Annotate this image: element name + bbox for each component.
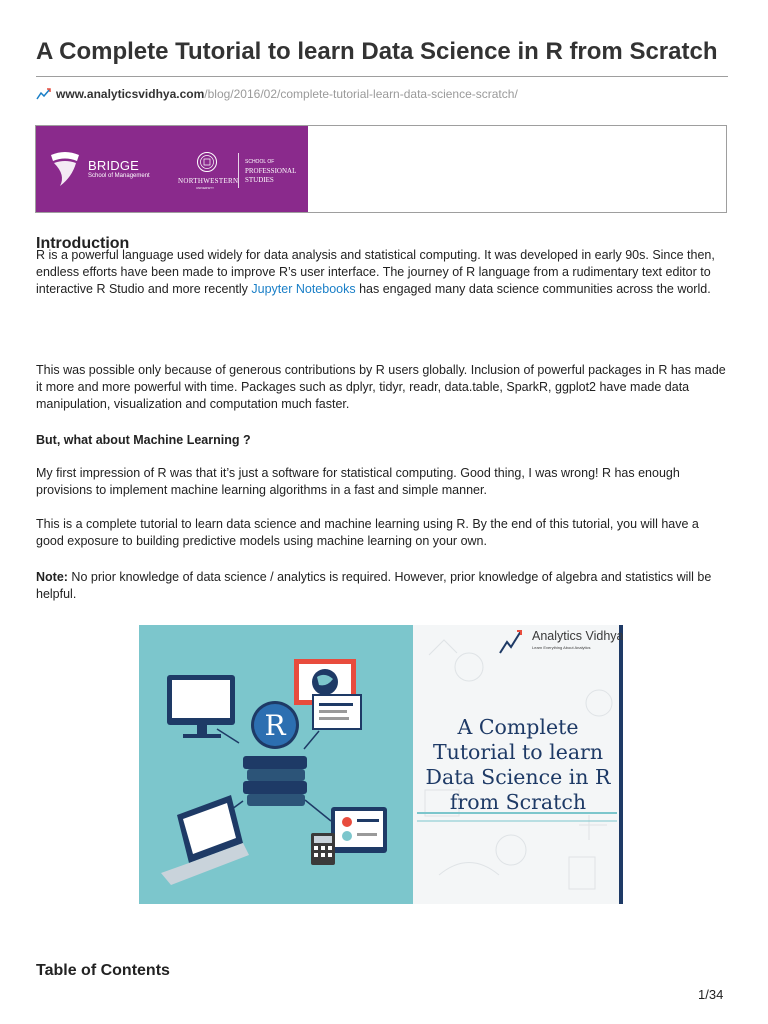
school-line-1: SCHOOL OF (245, 159, 275, 165)
intro-p1-text-b: has engaged many data science communities across the world. (355, 282, 711, 296)
note-text: No prior knowledge of data science / analytics is required. However, prior knowledge of algebra and statistics will be helpful. (36, 570, 712, 601)
intro-paragraph-4: My first impression of R was that it’s just a software for statistical computing. Good thing, I was wrong! R has enough provisions to implement machine learning algorithms in a fast and simple manner. (36, 466, 680, 497)
hero-brand-tagline: Learn Everything About Analytics (532, 645, 591, 650)
hero-brand-name: Analytics Vidhya (532, 629, 623, 643)
bridge-wordmark: BRIDGE (88, 158, 140, 173)
machine-learning-question: But, what about Machine Learning ? (36, 433, 251, 447)
tutorial-hero-image (139, 625, 623, 904)
banner-logo-panel (36, 126, 308, 212)
school-line-2: PROFESSIONAL (245, 167, 297, 175)
banner-divider (238, 153, 239, 188)
calculator-illustration (311, 833, 335, 865)
advertisement-banner[interactable] (35, 125, 727, 213)
intro-paragraph-2: This was possible only because of generous contributions by R users globally. Inclusion of powerful packages in R has made it more and more powerful with time. Packages such as dplyr, tidyr, readr, data.table, SparkR, ggplot2 have made data manipulation, visualization and computation much faster. (36, 363, 726, 411)
university-label: UNIVERSITY (196, 186, 215, 190)
analytics-vidhya-logo-icon (36, 87, 52, 101)
hero-title-line-1: A Complete (457, 715, 579, 739)
jupyter-notebooks-link[interactable]: Jupyter Notebooks (251, 282, 356, 296)
university-seal-icon (196, 151, 218, 173)
document-card-illustration (313, 695, 361, 729)
source-path[interactable]: /blog/2016/02/complete-tutorial-learn-data-science-scratch/ (204, 87, 518, 101)
title-divider (36, 76, 728, 77)
school-line-3: STUDIES (245, 176, 274, 184)
r-letter: R (264, 709, 286, 742)
hero-title-line-2: Tutorial to learn (432, 740, 604, 764)
dashboard-illustration (331, 807, 387, 853)
note-paragraph (36, 569, 728, 603)
note-label: Note: (36, 570, 68, 584)
intro-p1-text-a: R is a powerful language used widely for data analysis and statistical computing. It was developed in early 90s. Since then, endless efforts have been made to improve R’s user interface. The journey of R language from a rudimentary text editor to interactive R Studio and more recently (36, 248, 715, 296)
r-logo-illustration (251, 701, 299, 749)
hero-title-line-4: from Scratch (449, 790, 587, 814)
introduction-heading: Introduction (36, 235, 130, 252)
table-of-contents-heading: Table of Contents (36, 962, 170, 979)
bridge-subtitle: School of Management (88, 173, 150, 179)
intro-paragraph-5: This is a complete tutorial to learn data science and machine learning using R. By the end of this tutorial, you will have a good exposure to building predictive models using machine learning on your own. (36, 517, 699, 548)
intro-paragraph-1 (36, 247, 728, 298)
hero-title-line-3: Data Science in R (425, 765, 611, 789)
page-number: 1/34 (698, 987, 724, 1002)
university-name: NORTHWESTERN (178, 177, 239, 185)
article-title: A Complete Tutorial to learn Data Science in R from Scratch (36, 38, 718, 65)
source-url[interactable] (36, 85, 518, 103)
source-domain[interactable]: www.analyticsvidhya.com (56, 87, 205, 101)
bridge-shield-icon (48, 151, 82, 187)
book-stack-illustration (243, 756, 307, 806)
